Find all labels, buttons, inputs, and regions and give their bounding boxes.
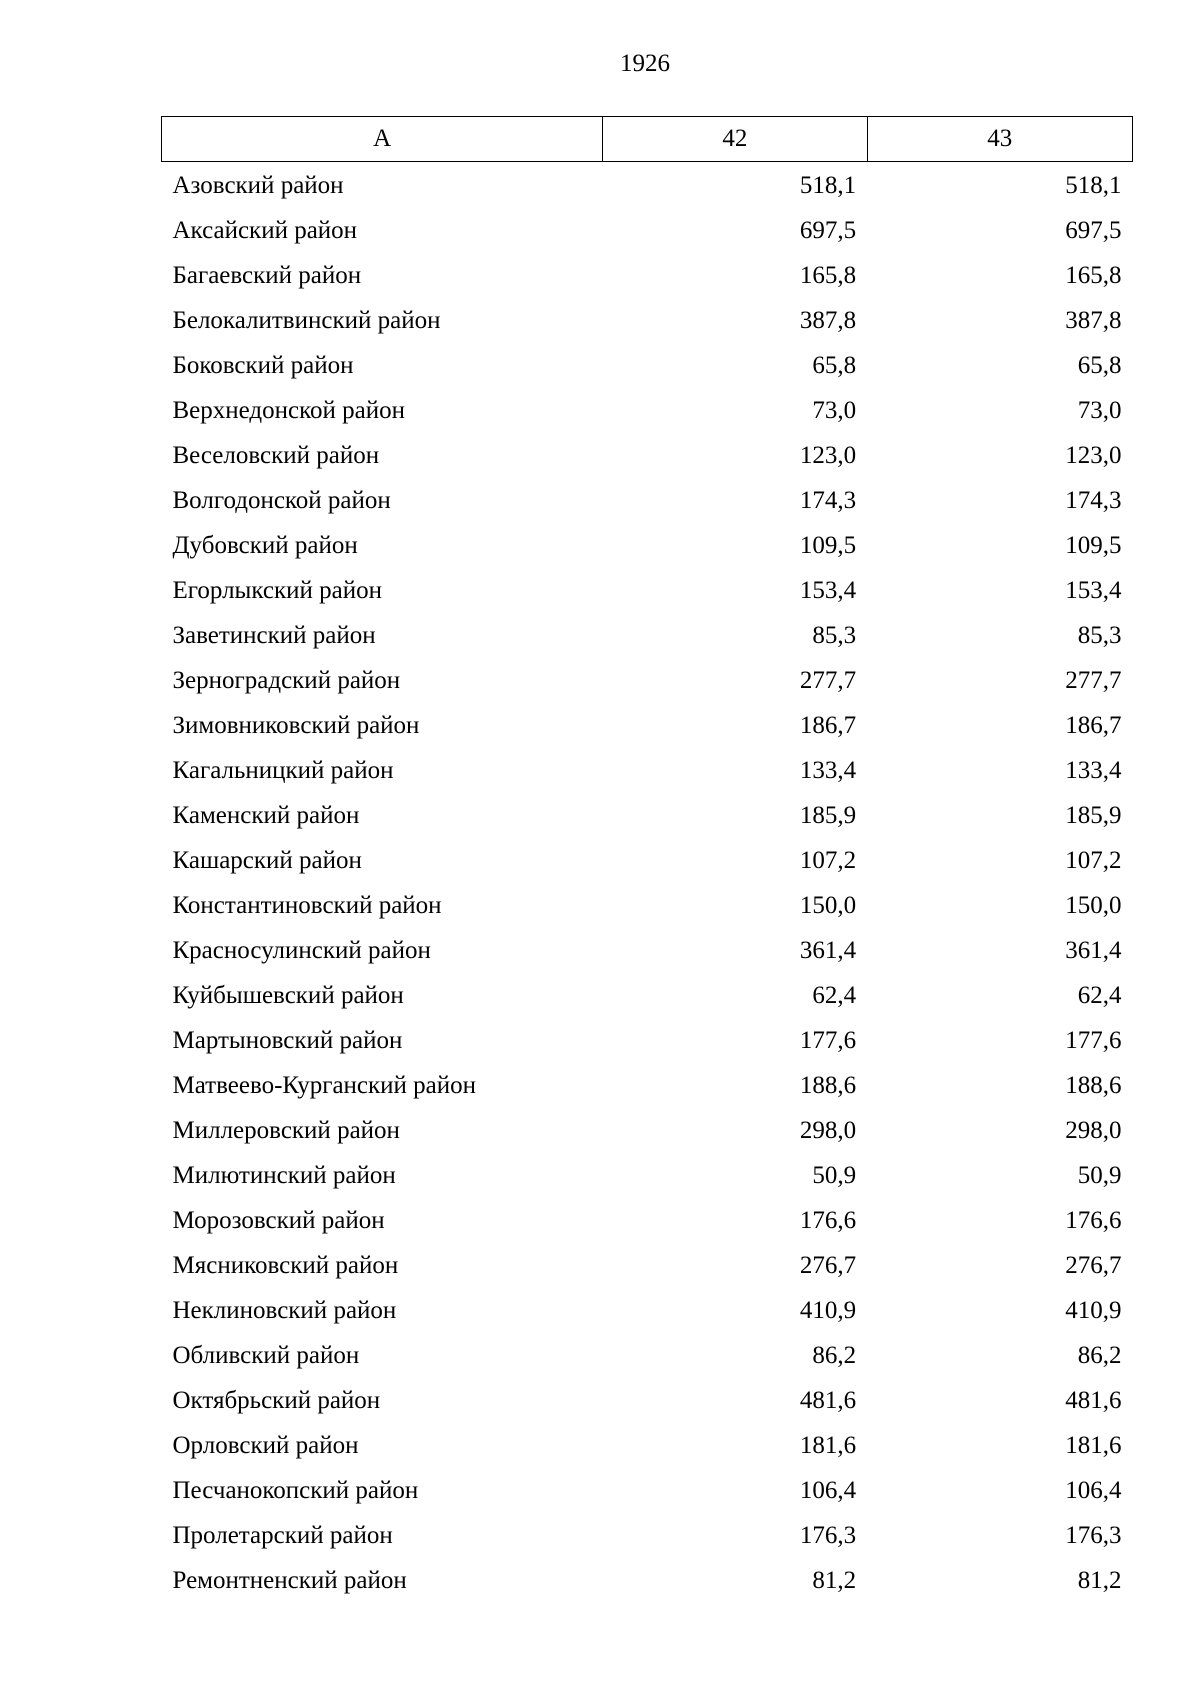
value-43-cell: 185,9 xyxy=(1065,801,1122,829)
table-row xyxy=(162,433,1133,478)
district-name-cell: Егорлыкский район xyxy=(172,576,382,604)
district-name-cell: Азовский район xyxy=(172,171,344,199)
value-42-cell: 185,9 xyxy=(799,801,857,829)
district-name-cell: Каменский район xyxy=(172,801,360,829)
district-name-cell: Заветинский район xyxy=(172,621,376,649)
district-name-cell: Верхнедонской район xyxy=(172,396,405,424)
district-name-cell: Мясниковский район xyxy=(172,1251,399,1279)
value-43-cell: 86,2 xyxy=(1077,1341,1122,1369)
value-43-cell: 481,6 xyxy=(1065,1386,1122,1414)
value-42-cell: 109,5 xyxy=(799,531,857,559)
table-row xyxy=(162,1108,1133,1153)
table-row xyxy=(162,928,1133,973)
value-43-cell: 106,4 xyxy=(1065,1476,1122,1504)
value-42-cell: 188,6 xyxy=(799,1071,857,1099)
district-name-cell: Кагальницкий район xyxy=(172,756,394,784)
table-row xyxy=(162,1063,1133,1108)
value-43-cell: 518,1 xyxy=(1065,171,1122,199)
value-42-cell: 176,3 xyxy=(799,1521,857,1549)
district-name-cell: Багаевский район xyxy=(172,261,362,289)
value-43-cell: 165,8 xyxy=(1065,261,1122,289)
table-row xyxy=(162,613,1133,658)
value-43-cell: 50,9 xyxy=(1077,1161,1122,1189)
value-42-cell: 73,0 xyxy=(812,396,857,424)
value-43-cell: 361,4 xyxy=(1065,936,1122,964)
table-row xyxy=(162,1513,1133,1558)
value-43-cell: 277,7 xyxy=(1065,666,1122,694)
value-42-cell: 153,4 xyxy=(799,576,857,604)
value-42-cell: 387,8 xyxy=(799,306,857,334)
value-43-cell: 181,6 xyxy=(1065,1431,1122,1459)
value-43-cell: 81,2 xyxy=(1077,1566,1122,1594)
district-name-cell: Орловский район xyxy=(172,1431,359,1459)
table-row xyxy=(162,1333,1133,1378)
column-header-43: 43 xyxy=(867,117,1132,162)
district-name-cell: Песчанокопский район xyxy=(172,1476,419,1504)
value-42-cell: 181,6 xyxy=(799,1431,857,1459)
value-42-cell: 277,7 xyxy=(799,666,857,694)
district-name-cell: Аксайский район xyxy=(172,216,358,244)
table-row xyxy=(162,478,1133,523)
value-43-cell: 107,2 xyxy=(1065,846,1122,874)
value-42-cell: 62,4 xyxy=(812,981,857,1009)
table-row xyxy=(162,838,1133,883)
district-name-cell: Пролетарский район xyxy=(172,1521,393,1549)
table-row xyxy=(162,1198,1133,1243)
value-42-cell: 186,7 xyxy=(799,711,857,739)
value-43-cell: 123,0 xyxy=(1065,441,1122,469)
district-name-cell: Волгодонской район xyxy=(172,486,391,514)
value-42-cell: 174,3 xyxy=(799,486,857,514)
district-name-cell: Ремонтненский район xyxy=(172,1566,407,1594)
district-name-cell: Куйбышевский район xyxy=(172,981,404,1009)
table-row xyxy=(162,1558,1133,1603)
value-42-cell: 361,4 xyxy=(799,936,857,964)
value-42-cell: 106,4 xyxy=(799,1476,857,1504)
value-42-cell: 276,7 xyxy=(799,1251,857,1279)
value-42-cell: 697,5 xyxy=(799,216,857,244)
table-row xyxy=(162,1243,1133,1288)
value-42-cell: 177,6 xyxy=(799,1026,857,1054)
table-row xyxy=(162,1153,1133,1198)
value-42-cell: 123,0 xyxy=(799,441,857,469)
district-name-cell: Октябрьский район xyxy=(172,1386,381,1414)
value-43-cell: 174,3 xyxy=(1065,486,1122,514)
value-43-cell: 133,4 xyxy=(1065,756,1122,784)
table-row xyxy=(162,253,1133,298)
table-row xyxy=(162,973,1133,1018)
value-42-cell: 165,8 xyxy=(799,261,857,289)
table-row xyxy=(162,208,1133,253)
district-name-cell: Белокалитвинский район xyxy=(172,306,441,334)
district-name-cell: Зимовниковский район xyxy=(172,711,420,739)
table-row xyxy=(162,1423,1133,1468)
value-43-cell: 73,0 xyxy=(1077,396,1122,424)
table-row xyxy=(162,523,1133,568)
table-row xyxy=(162,883,1133,928)
value-43-cell: 176,3 xyxy=(1065,1521,1122,1549)
district-name-cell: Зерноградский район xyxy=(172,666,401,694)
table-row xyxy=(162,1018,1133,1063)
value-43-cell: 85,3 xyxy=(1077,621,1122,649)
value-43-cell: 176,6 xyxy=(1065,1206,1122,1234)
value-43-cell: 186,7 xyxy=(1065,711,1122,739)
value-42-cell: 85,3 xyxy=(812,621,857,649)
value-43-cell: 177,6 xyxy=(1065,1026,1122,1054)
data-table xyxy=(161,116,1133,1603)
table-header-row xyxy=(162,117,1133,162)
value-42-cell: 410,9 xyxy=(799,1296,857,1324)
table-body xyxy=(162,162,1133,1604)
value-43-cell: 188,6 xyxy=(1065,1071,1122,1099)
district-name-cell: Кашарский район xyxy=(172,846,362,874)
value-42-cell: 107,2 xyxy=(799,846,857,874)
value-43-cell: 298,0 xyxy=(1065,1116,1122,1144)
value-43-cell: 65,8 xyxy=(1077,351,1122,379)
column-header-a: А xyxy=(162,117,603,162)
value-42-cell: 133,4 xyxy=(799,756,857,784)
value-43-cell: 387,8 xyxy=(1065,306,1122,334)
page-number: 1926 xyxy=(620,50,670,77)
district-name-cell: Веселовский район xyxy=(172,441,380,469)
district-name-cell: Красносулинский район xyxy=(172,936,431,964)
column-header-42: 42 xyxy=(603,117,867,162)
value-43-cell: 62,4 xyxy=(1077,981,1122,1009)
district-name-cell: Матвеево-Курганский район xyxy=(172,1071,477,1099)
value-42-cell: 518,1 xyxy=(799,171,857,199)
table-row xyxy=(162,162,1133,209)
district-name-cell: Неклиновский район xyxy=(172,1296,397,1324)
table-row xyxy=(162,343,1133,388)
table-row xyxy=(162,1468,1133,1513)
value-43-cell: 153,4 xyxy=(1065,576,1122,604)
district-name-cell: Мартыновский район xyxy=(172,1026,403,1054)
district-name-cell: Константиновский район xyxy=(172,891,442,919)
value-43-cell: 276,7 xyxy=(1065,1251,1122,1279)
value-42-cell: 298,0 xyxy=(799,1116,857,1144)
district-name-cell: Боковский район xyxy=(172,351,354,379)
table-row xyxy=(162,658,1133,703)
value-43-cell: 109,5 xyxy=(1065,531,1122,559)
table-row xyxy=(162,568,1133,613)
value-43-cell: 150,0 xyxy=(1065,891,1122,919)
table-row xyxy=(162,1378,1133,1423)
district-name-cell: Милютинский район xyxy=(172,1161,396,1189)
value-43-cell: 697,5 xyxy=(1065,216,1122,244)
value-42-cell: 481,6 xyxy=(799,1386,857,1414)
table-row xyxy=(162,298,1133,343)
table-row xyxy=(162,703,1133,748)
value-42-cell: 86,2 xyxy=(812,1341,857,1369)
table-row xyxy=(162,793,1133,838)
value-42-cell: 65,8 xyxy=(812,351,857,379)
value-42-cell: 176,6 xyxy=(799,1206,857,1234)
district-name-cell: Миллеровский район xyxy=(172,1116,400,1144)
value-42-cell: 150,0 xyxy=(799,891,857,919)
table-row xyxy=(162,1288,1133,1333)
table-row xyxy=(162,748,1133,793)
value-42-cell: 50,9 xyxy=(812,1161,857,1189)
value-43-cell: 410,9 xyxy=(1065,1296,1122,1324)
district-name-cell: Дубовский район xyxy=(172,531,358,559)
district-name-cell: Морозовский район xyxy=(172,1206,385,1234)
value-42-cell: 81,2 xyxy=(812,1566,857,1594)
table-row xyxy=(162,388,1133,433)
district-name-cell: Обливский район xyxy=(172,1341,360,1369)
